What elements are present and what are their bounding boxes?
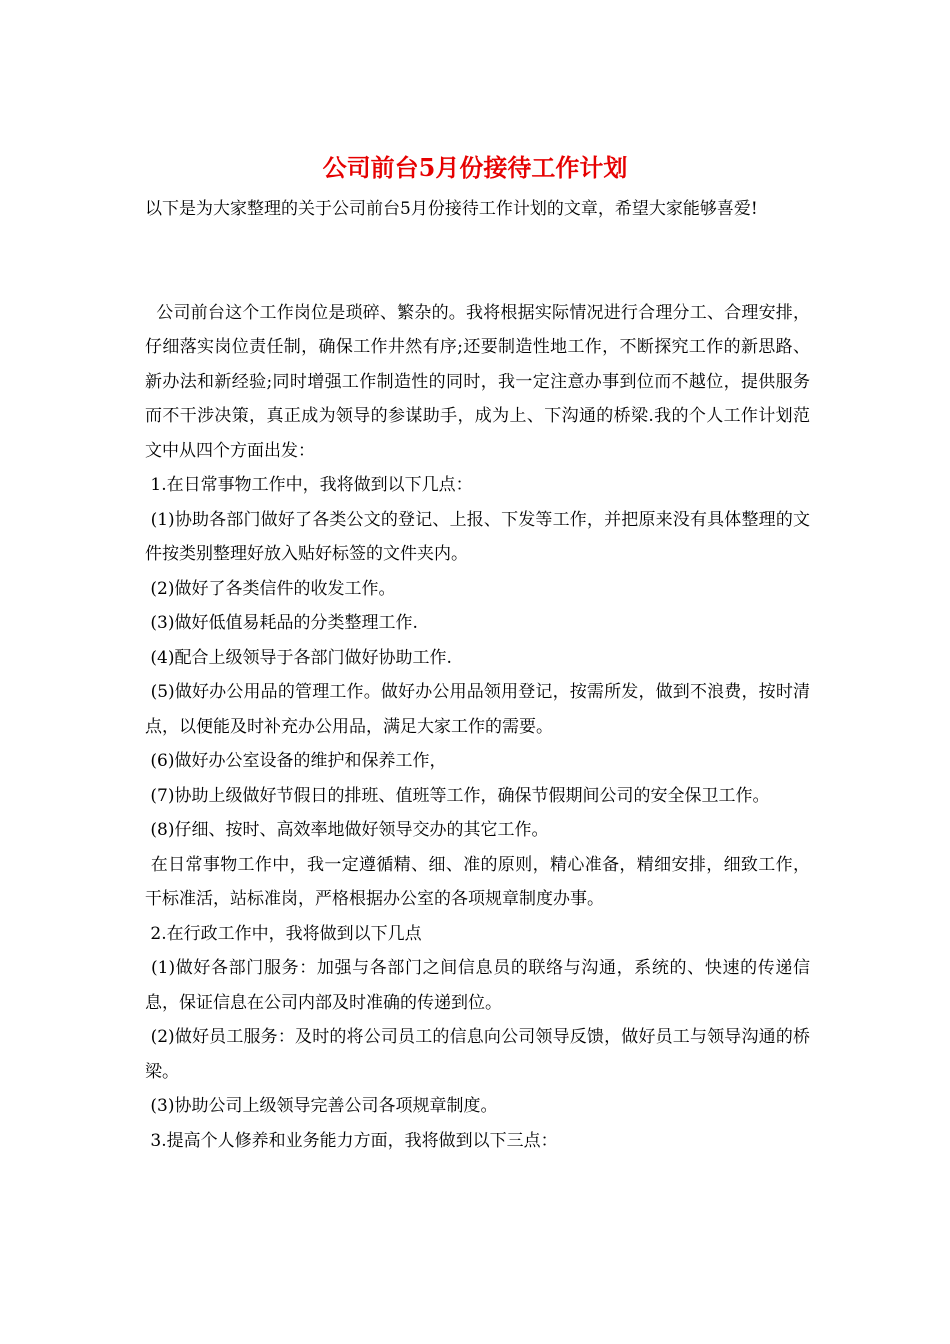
document-body	[145, 192, 810, 1158]
blank-gap	[145, 227, 810, 296]
intro-paragraph: 以下是为大家整理的关于公司前台5月份接待工作计划的文章，希望大家能够喜爱!	[145, 199, 758, 219]
list-item-1-7: (7)协助上级做好节假日的排班、值班等工作，确保节假期间公司的安全保卫工作。	[145, 785, 770, 806]
list-item-1-1: (1)协助各部门做好了各类公文的登记、上报、下发等工作，并把原来没有具体整理的文件按类别整理好放入贴好标签的文件夹内。	[145, 509, 810, 564]
list-item-2-2: (2)做好员工服务：及时的将公司员工的信息向公司领导反馈，做好员工与领导沟通的桥梁。	[145, 1027, 810, 1082]
summary-paragraph: 在日常事物工作中，我一定遵循精、细、准的原则，精心准备，精细安排，细致工作，干标准活，站标准岗，严格根据办公室的各项规章制度办事。	[145, 854, 810, 909]
body-paragraph: 公司前台这个工作岗位是琐碎、繁杂的。我将根据实际情况进行合理分工、合理安排，仔细落实岗位责任制，确保工作井然有序;还要制造性地工作，不断探究工作的新思路、新办法和新经验;同时增强工作制造性的同时，我一定注意办事到位而不越位，提供服务而不干涉决策，真正成为领导的参谋助手，成为上、下沟通的桥梁.我的个人工作计划范文中从四个方面出发：	[145, 302, 811, 461]
list-item-1-6: (6)做好办公室设备的维护和保养工作，	[145, 751, 447, 771]
list-item-2-3: (3)协助公司上级领导完善公司各项规章制度。	[145, 1096, 498, 1116]
section-heading-1: 1.在日常事物工作中，我将做到以下几点：	[145, 475, 473, 495]
list-item-2-1: (1)做好各部门服务：加强与各部门之间信息员的联络与沟通，系统的、快速的传递信息，保证信息在公司内部及时准确的传递到位。	[145, 958, 810, 1013]
section-heading-3: 3.提高个人修养和业务能力方面，我将做到以下三点：	[145, 1130, 558, 1151]
list-item-1-4: (4)配合上级领导于各部门做好协助工作.	[145, 647, 452, 668]
list-item-1-2: (2)做好了各类信件的收发工作。	[145, 578, 396, 599]
document-title: 公司前台5月份接待工作计划	[322, 153, 628, 182]
list-item-1-3: (3)做好低值易耗品的分类整理工作.	[145, 613, 418, 633]
list-item-1-5: (5)做好办公用品的管理工作。做好办公用品领用登记，按需所发，做到不浪费，按时清点，以便能及时补充办公用品，满足大家工作的需要。	[145, 682, 810, 737]
section-heading-2: 2.在行政工作中，我将做到以下几点	[145, 923, 422, 944]
list-item-1-8: (8)仔细、按时、高效率地做好领导交办的其它工作。	[145, 820, 549, 840]
